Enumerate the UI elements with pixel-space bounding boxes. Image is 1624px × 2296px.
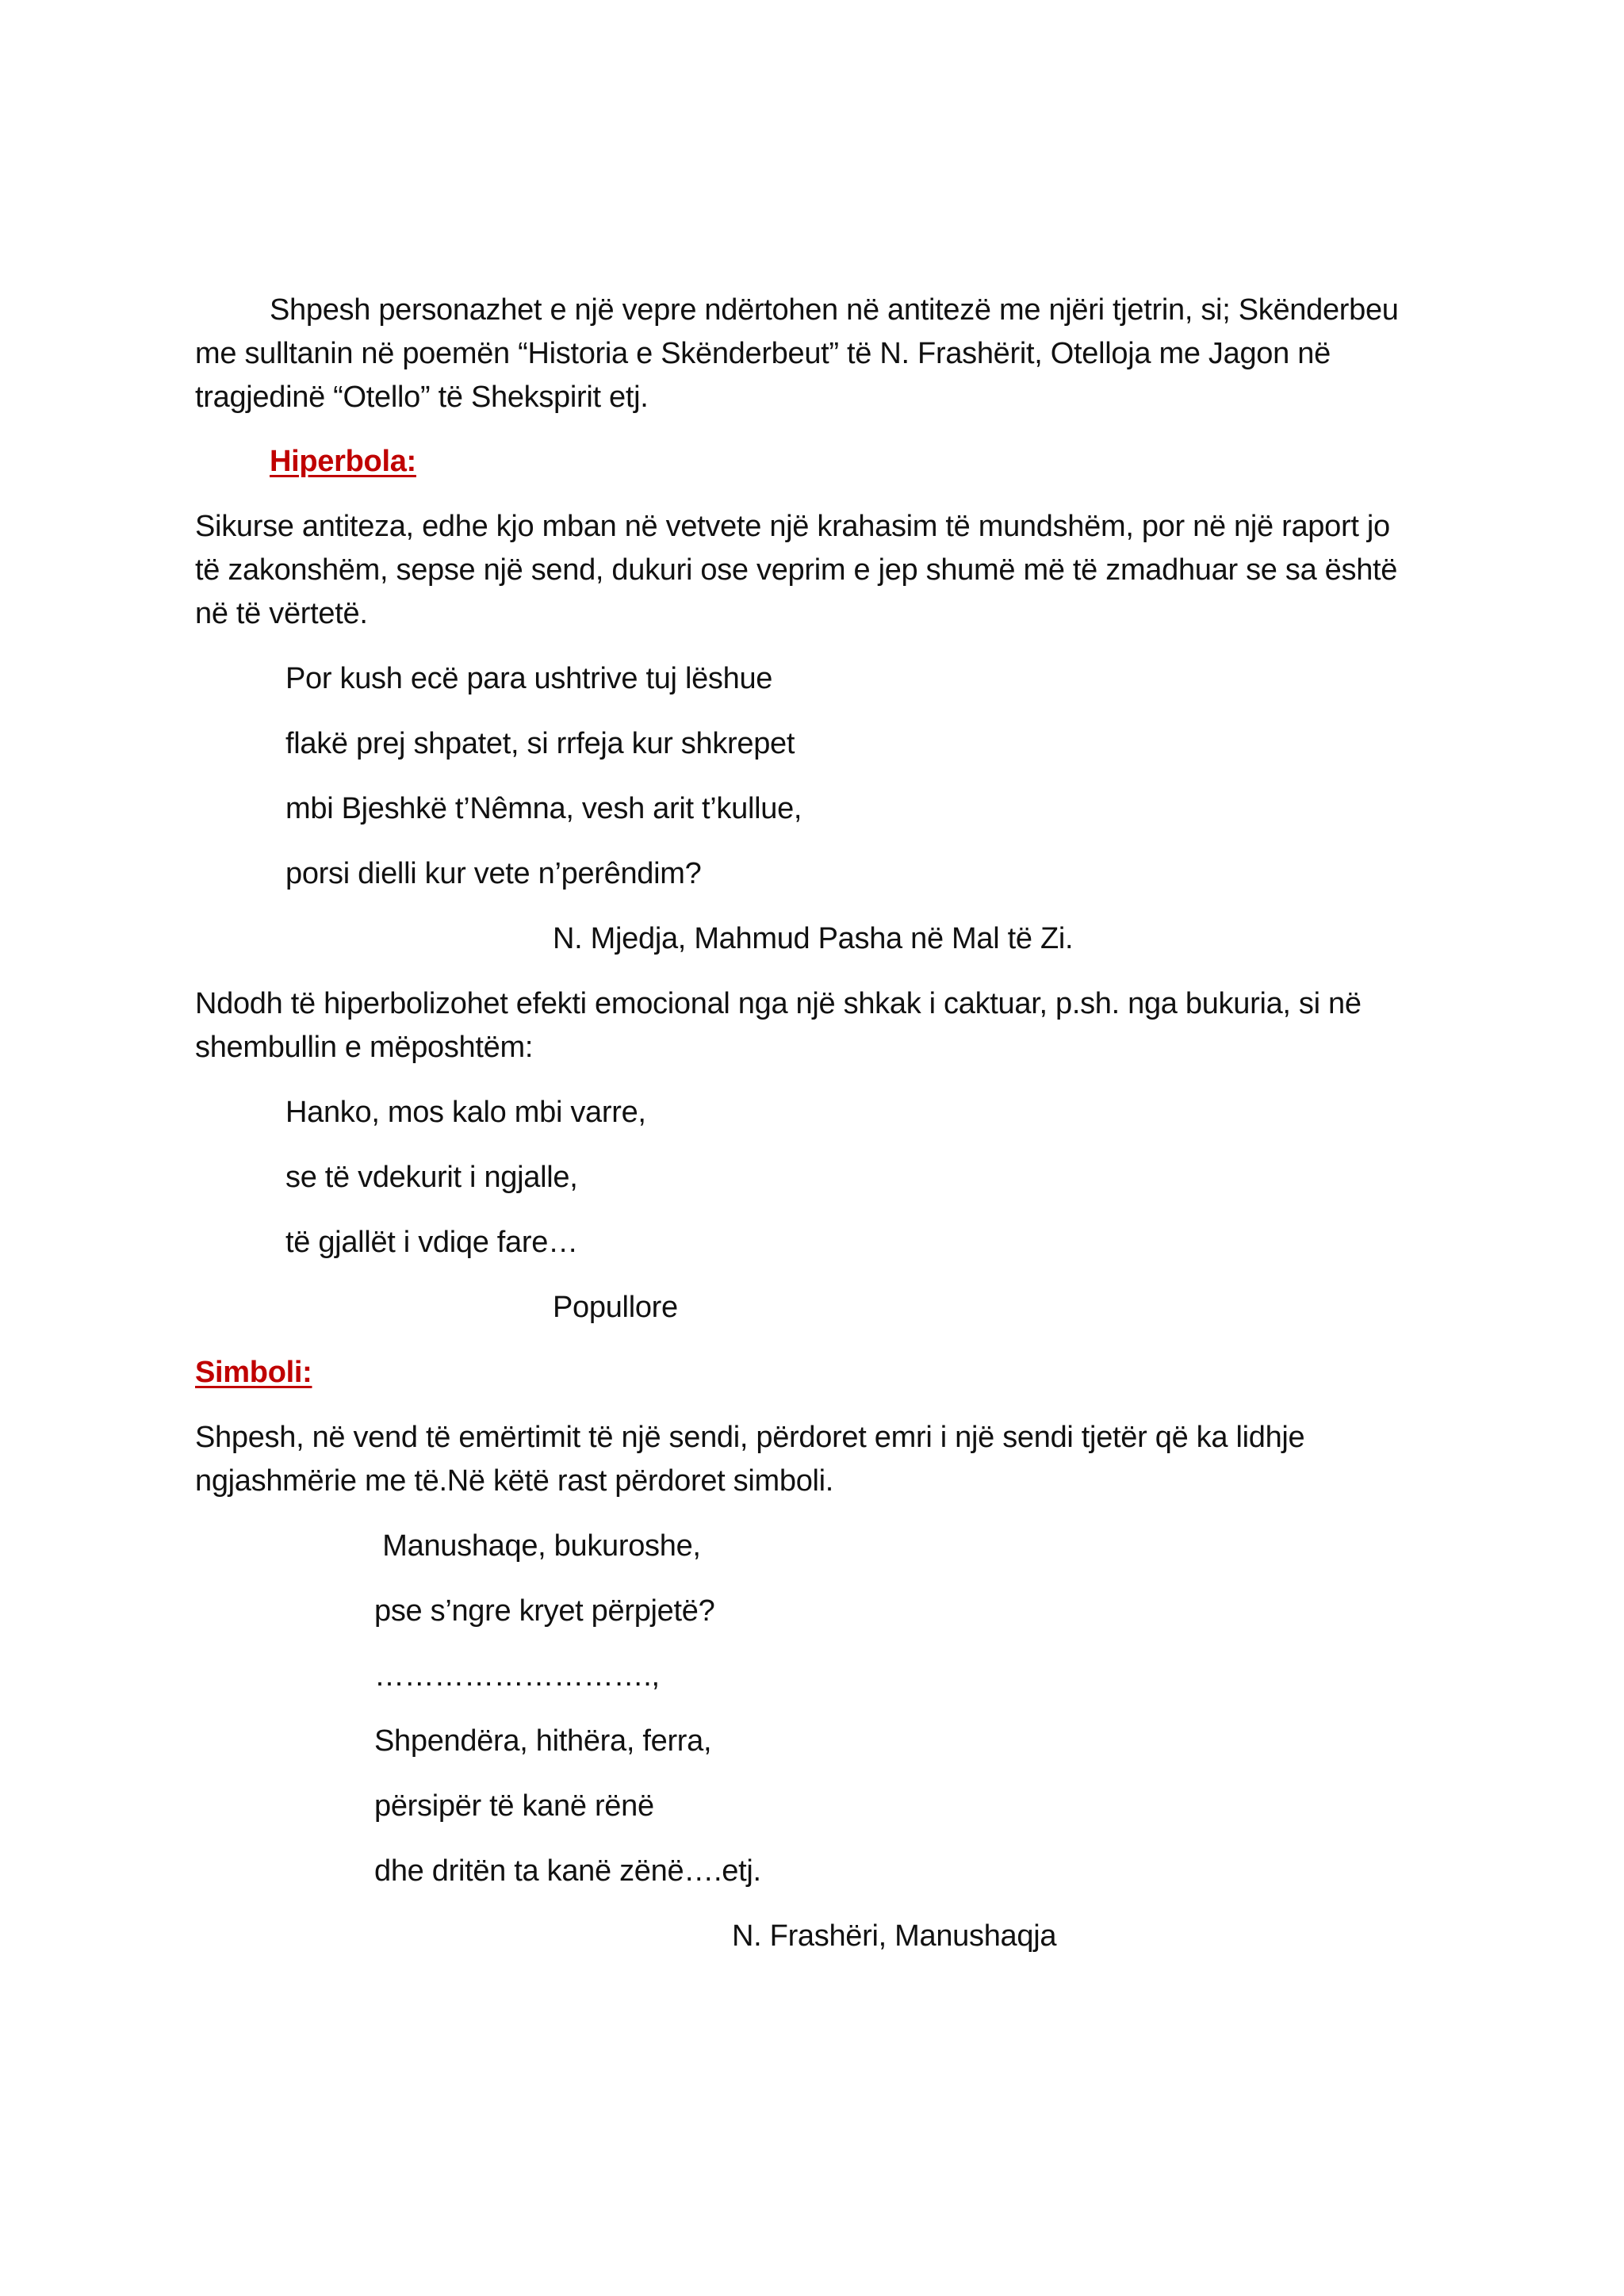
poem-2-source: Popullore bbox=[553, 1291, 678, 1324]
poem-2-line-3: të gjallët i vdiqe fare… bbox=[285, 1226, 578, 1259]
paragraph-4-line-2: ngjashmërie me të.Në këtë rast përdoret simboli. bbox=[195, 1464, 834, 1498]
poem-2-line-1: Hanko, mos kalo mbi varre, bbox=[285, 1096, 646, 1129]
paragraph-2-line-3: në të vërtetë. bbox=[195, 597, 368, 630]
heading-hiperbola: Hiperbola: bbox=[270, 445, 416, 478]
poem-3-line-1: Manushaqe, bukuroshe, bbox=[374, 1529, 701, 1563]
poem-1-line-2: flakë prej shpatet, si rrfeja kur shkrepet bbox=[285, 727, 795, 760]
poem-3-line-5: përsipër të kanë rënë bbox=[374, 1789, 654, 1823]
paragraph-3-line-2: shembullin e mëposhtëm: bbox=[195, 1031, 534, 1064]
paragraph-1-line-1: Shpesh personazhet e një vepre ndërtohen në antitezë me njëri tjetrin, si; Skënderbeu bbox=[270, 293, 1399, 327]
poem-1-line-4: porsi dielli kur vete n’perêndim? bbox=[285, 857, 702, 890]
poem-3-line-6: dhe dritën ta kanë zënë….etj. bbox=[374, 1854, 761, 1888]
poem-1-line-3: mbi Bjeshkë t’Nêmna, vesh arit t’kullue, bbox=[285, 792, 802, 825]
heading-simboli: Simboli: bbox=[195, 1356, 312, 1389]
poem-3-line-3: ………………………., bbox=[374, 1659, 660, 1693]
poem-3-line-2: pse s’ngre kryet përpjetë? bbox=[374, 1594, 715, 1628]
poem-2-line-2: se të vdekurit i ngjalle, bbox=[285, 1161, 578, 1194]
paragraph-2-line-1: Sikurse antiteza, edhe kjo mban në vetvete një krahasim të mundshëm, por në një raport jo bbox=[195, 510, 1390, 543]
paragraph-1-line-3: tragjedinë “Otello” të Shekspirit etj. bbox=[195, 381, 649, 414]
poem-3-line-4: Shpendëra, hithëra, ferra, bbox=[374, 1724, 712, 1758]
poem-1-source: N. Mjedja, Mahmud Pasha në Mal të Zi. bbox=[553, 922, 1074, 955]
paragraph-4-line-1: Shpesh, në vend të emërtimit të një sendi, përdoret emri i një sendi tjetër që ka lidhje bbox=[195, 1421, 1305, 1454]
paragraph-2-line-2: të zakonshëm, sepse një send, dukuri ose veprim e jep shumë më të zmadhuar se sa është bbox=[195, 553, 1398, 587]
paragraph-3-line-1: Ndodh të hiperbolizohet efekti emocional nga një shkak i caktuar, p.sh. nga bukuria, si në bbox=[195, 987, 1362, 1020]
poem-1-line-1: Por kush ecë para ushtrive tuj lëshue bbox=[285, 662, 773, 695]
poem-3-source: N. Frashëri, Manushaqja bbox=[732, 1919, 1057, 1953]
paragraph-1-line-2: me sulltanin në poemën “Historia e Skënderbeut” të N. Frashërit, Otelloja me Jagon në bbox=[195, 337, 1331, 370]
